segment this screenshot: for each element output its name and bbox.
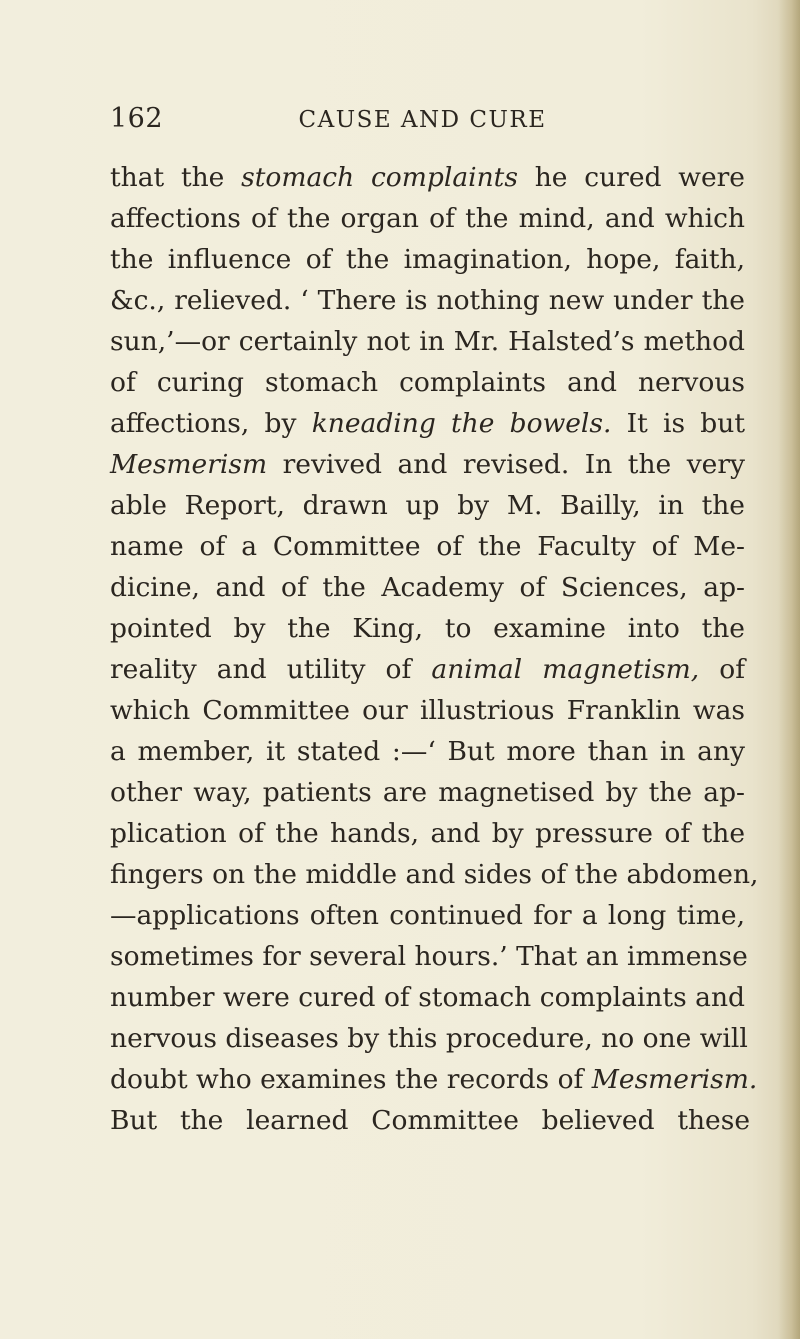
text-segment: of curing stomach complaints and nervous <box>110 367 745 398</box>
text-segment: pointed by the King, to examine into the <box>110 613 745 644</box>
running-head: CAUSE AND CURE <box>298 107 547 133</box>
text-segment: nervous diseases by this procedure, no one will <box>110 1023 748 1054</box>
page-header <box>110 103 735 143</box>
text-segment: —applications often continued for a long time, <box>110 900 745 931</box>
text-segment: doubt who examines the records of <box>110 1064 592 1095</box>
text-line <box>110 526 745 567</box>
text-line <box>110 567 745 608</box>
text-line <box>110 239 745 280</box>
body-text <box>110 157 759 1141</box>
text-segment: number were cured of stomach complaints and <box>110 982 745 1013</box>
text-segment: affections of the organ of the mind, and which <box>110 203 745 234</box>
text-segment: that the <box>110 162 242 193</box>
text-line <box>110 772 745 813</box>
text-line <box>110 1100 750 1141</box>
text-segment: fingers on the middle and sides of the abdomen, <box>110 859 759 890</box>
text-segment: revived and revised. In the very <box>267 449 745 480</box>
text-segment: sometimes for several hours.’ That an immense <box>110 941 748 972</box>
text-line <box>110 157 745 198</box>
text-line <box>110 403 745 444</box>
text-line <box>110 280 745 321</box>
text-segment: the influence of the imagination, hope, faith, <box>110 244 745 275</box>
italic-text: kneading the bowels. <box>311 408 612 439</box>
text-line <box>110 362 745 403</box>
text-segment: affections, by <box>110 408 312 439</box>
text-line <box>110 1018 748 1059</box>
text-line <box>110 649 745 690</box>
italic-text: Mesmerism. <box>591 1064 758 1095</box>
page-number: 162 <box>110 103 164 134</box>
text-line <box>110 936 748 977</box>
text-line <box>110 813 745 854</box>
text-line <box>110 608 745 649</box>
text-line <box>110 198 745 239</box>
italic-text: Mesmerism <box>110 449 268 480</box>
text-line <box>110 690 745 731</box>
text-segment: dicine, and of the Academy of Sciences, ap- <box>110 572 745 603</box>
text-segment: he cured were <box>517 162 745 193</box>
text-segment: plication of the hands, and by pressure of the <box>110 818 745 849</box>
text-line <box>110 444 745 485</box>
text-segment: &c., relieved. ‘ There is nothing new under the <box>110 285 745 316</box>
text-line <box>110 977 745 1018</box>
page-edge-shadow <box>778 0 800 1339</box>
text-segment: able Report, drawn up by M. Bailly, in the <box>110 490 745 521</box>
text-segment: which Committee our illustrious Franklin was <box>110 695 745 726</box>
text-line <box>110 321 745 362</box>
text-segment: sun,’—or certainly not in Mr. Halsted’s method <box>110 326 745 357</box>
text-line <box>110 485 745 526</box>
text-line <box>110 895 745 936</box>
text-line <box>110 731 745 772</box>
text-segment: name of a Committee of the Faculty of Me- <box>110 531 745 562</box>
text-segment: of <box>699 654 745 685</box>
italic-text: stomach complaints <box>241 162 518 193</box>
text-segment: reality and utility of <box>110 654 432 685</box>
text-segment: a member, it stated :—‘ But more than in any <box>110 736 745 767</box>
text-segment: other way, patients are magnetised by the ap- <box>110 777 745 808</box>
italic-text: animal magnetism, <box>431 654 700 685</box>
text-segment: It is but <box>611 408 745 439</box>
text-segment: But the learned Committee believed these <box>110 1105 750 1136</box>
text-line <box>110 1059 758 1100</box>
text-line <box>110 854 759 895</box>
